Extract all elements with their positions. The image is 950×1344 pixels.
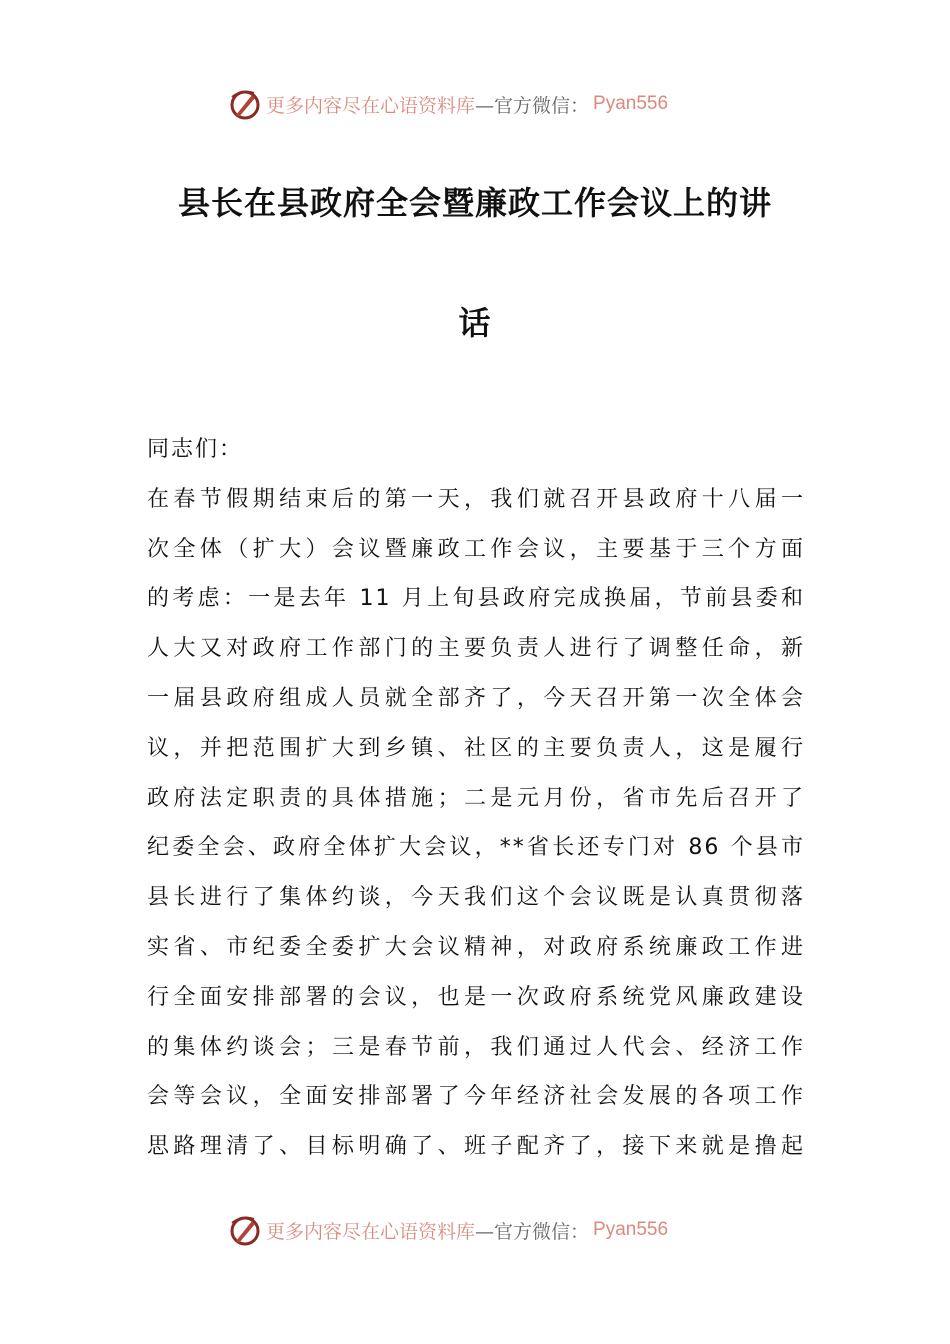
watermark-text: 更多内容尽在心语资料库 bbox=[266, 94, 476, 117]
pen-logo-icon bbox=[228, 87, 262, 121]
watermark-footer bbox=[228, 1212, 668, 1248]
document-title-line1: 县长在县政府全会暨廉政工作会议上的讲 bbox=[177, 184, 772, 222]
body-line: 纪委全会、政府全体扩大会议，**省长还专门对 86 个县市 bbox=[147, 835, 805, 861]
watermark-wechat-id: Pyan556 bbox=[593, 93, 669, 114]
body-line: 在春节假期结束后的第一天，我们就召开县政府十八届一 bbox=[147, 486, 805, 512]
body-line: 次全体（扩大）会议暨廉政工作会议，主要基于三个方面 bbox=[147, 536, 805, 562]
body-text bbox=[147, 430, 805, 1177]
body-line: 的考虑：一是去年 11 月上旬县政府完成换届，节前县委和 bbox=[147, 586, 805, 612]
body-line: 会等会议，全面安排部署了今年经济社会发展的各项工作 bbox=[147, 1084, 805, 1110]
watermark-wechat-id: Pyan556 bbox=[593, 1219, 669, 1240]
watermark-text: 更多内容尽在心语资料库 bbox=[266, 1220, 476, 1243]
pen-logo-icon bbox=[228, 1213, 262, 1247]
body-line: 行全面安排部署的会议，也是一次政府系统党风廉政建设 bbox=[147, 984, 805, 1010]
watermark-header bbox=[228, 86, 668, 122]
body-line: 县长进行了集体约谈，今天我们这个会议既是认真贯彻落 bbox=[147, 885, 805, 911]
body-line: 的集体约谈会；三是春节前，我们通过人代会、经济工作 bbox=[147, 1034, 805, 1060]
watermark-dash: —官方微信： bbox=[475, 1220, 590, 1243]
body-line: 人大又对政府工作部门的主要负责人进行了调整任命，新 bbox=[147, 636, 805, 662]
body-line: 政府法定职责的具体措施；二是元月份，省市先后召开了 bbox=[147, 785, 805, 811]
body-line: 实省、市纪委全委扩大会议精神，对政府系统廉政工作进 bbox=[147, 934, 805, 960]
body-line: 议，并把范围扩大到乡镇、社区的主要负责人，这是履行 bbox=[147, 735, 805, 761]
document-title-line2: 话 bbox=[458, 304, 492, 342]
watermark-dash: —官方微信： bbox=[475, 94, 590, 117]
salutation: 同志们： bbox=[147, 437, 244, 462]
body-line: 思路理清了、目标明确了、班子配齐了，接下来就是撸起 bbox=[147, 1134, 805, 1160]
body-line: 一届县政府组成人员就全部齐了，今天召开第一次全体会 bbox=[147, 685, 805, 711]
